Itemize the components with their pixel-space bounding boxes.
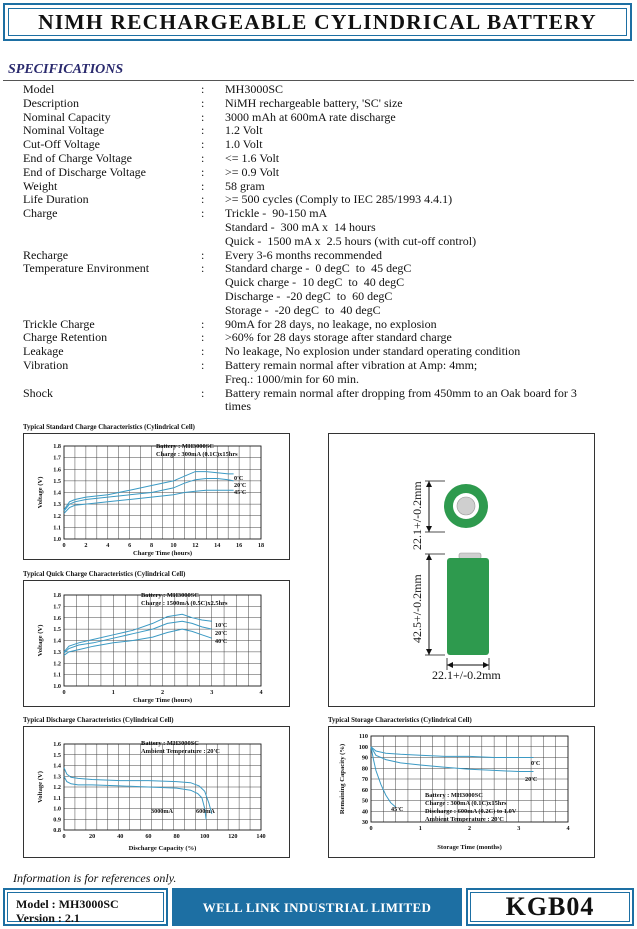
spec-value: 1.0 Volt (225, 137, 263, 152)
y-tick-label: 1.1 (53, 524, 61, 532)
series-label: 45'C (391, 806, 404, 813)
spec-label: Weight (23, 178, 58, 193)
y-tick-label: 30 (361, 819, 368, 826)
chart-storage (328, 726, 595, 858)
y-tick-label: 1.0 (53, 683, 61, 690)
chart-quick-charge-svg (24, 581, 289, 706)
spec-label: Nominal Capacity (23, 109, 111, 124)
y-tick-label: 1.2 (53, 660, 61, 668)
chart-annotation: Charge : 1500mA (0.5C)x2.5hrs (141, 600, 228, 607)
dim-arrow-icon (426, 481, 432, 487)
y-tick-label: 1.3 (53, 501, 61, 509)
spec-value: Battery remain normal after dropping from 450mm to an Oak board for 3 times (225, 385, 577, 414)
y-tick-label: 60 (361, 786, 368, 794)
y-tick-label: 50 (361, 797, 368, 805)
spec-value: Every 3-6 months recommended (225, 247, 382, 262)
specifications-heading: SPECIFICATIONS (8, 62, 124, 77)
spec-label: Trickle Charge (23, 316, 95, 331)
footer-company: WELL LINK INDUSTRIAL LIMITED (202, 900, 432, 915)
chart-annotation: Charge : 300mA (0.1C)x15hrs (156, 451, 238, 458)
spec-value: Standard charge - 0 degC to 45 degC Quick charge - 10 degC to 40 degC Discharge - -20 degC to 60 degC Storage - -20 degC to 40 degC (225, 261, 412, 317)
specifications-divider (3, 80, 634, 81)
footer-company-box (172, 888, 462, 926)
spec-colon: : (201, 344, 205, 359)
y-tick-label: 1.6 (53, 741, 61, 748)
spec-value: <= 1.6 Volt (225, 151, 280, 165)
spec-label: Leakage (23, 344, 64, 359)
x-tick-label: 140 (256, 833, 266, 840)
x-tick-label: 3 (517, 825, 521, 832)
y-axis-label: Remaining Capacity (%) (339, 743, 346, 815)
x-tick-label: 3 (210, 689, 214, 696)
x-tick-label: 12 (192, 542, 199, 549)
chart-annotation: Ambient Temperature : 20'C (141, 748, 220, 755)
spec-label: Model (23, 82, 55, 96)
dim-side-diameter (410, 481, 445, 550)
spec-label: Charge Retention (23, 330, 108, 345)
dimension-drawing-svg (329, 434, 594, 706)
spec-colon: : (201, 330, 205, 345)
x-tick-label: 40 (117, 833, 124, 840)
dim-side-diameter-label: 22.1+/-0.2mm (410, 481, 424, 550)
series-label: 0'C (531, 760, 541, 767)
dim-height-label: 42.5+/-0.2mm (410, 574, 424, 643)
y-tick-label: 80 (361, 765, 368, 773)
footer (3, 888, 634, 926)
footer-code: KGB04 (505, 892, 595, 921)
y-tick-label: 1.5 (53, 477, 61, 485)
x-axis-label: Discharge Capacity (%) (128, 845, 197, 852)
dim-arrow-icon (426, 554, 432, 560)
series-label: 0'C (234, 475, 244, 482)
spec-value: 3000 mAh at 600mA rate discharge (225, 109, 396, 124)
dim-arrow-icon (426, 649, 432, 655)
x-axis-label: Charge Time (hours) (132, 697, 193, 704)
y-tick-label: 1.2 (53, 512, 61, 520)
x-tick-label: 0 (62, 689, 66, 696)
spec-colon: : (201, 151, 205, 165)
spec-value: Trickle - 90-150 mA Standard - 300 mA x 14 hours Quick - 1500 mA x 2.5 hours (with cut-off control) (225, 206, 477, 248)
y-tick-label: 40 (361, 808, 368, 816)
y-tick-label: 0.8 (53, 827, 61, 834)
series-label: 20'C (525, 776, 538, 783)
footer-code-inner (470, 892, 630, 922)
x-tick-label: 0 (62, 833, 66, 840)
title-banner-inner (8, 8, 627, 36)
chart-discharge-svg (24, 727, 289, 857)
chart-standard-charge-svg (24, 434, 289, 559)
y-tick-label: 1.2 (53, 784, 61, 791)
x-tick-label: 4 (566, 825, 570, 832)
spec-label: End of Charge Voltage (23, 151, 132, 165)
spec-label: Vibration (23, 358, 69, 372)
y-tick-label: 1.5 (53, 626, 61, 634)
spec-label: Life Duration (23, 192, 89, 207)
spec-colon: : (201, 82, 205, 96)
y-tick-label: 0.9 (53, 816, 61, 824)
y-tick-label: 100 (358, 743, 368, 751)
y-tick-label: 1.6 (53, 614, 61, 622)
x-tick-label: 1 (418, 825, 422, 832)
dim-bottom-diameter-label: 22.1+/-0.2mm (432, 668, 501, 682)
spec-colon: : (201, 261, 205, 276)
dim-bottom-diameter (432, 658, 501, 682)
dimension-drawing (328, 433, 595, 707)
spec-colon: : (201, 206, 205, 221)
spec-value: 58 gram (225, 178, 265, 193)
x-tick-label: 4 (259, 689, 263, 696)
series-label: 3000mA (151, 808, 173, 815)
x-tick-label: 0 (62, 542, 66, 549)
spec-label: Recharge (23, 247, 69, 262)
footer-model-inner (7, 892, 164, 925)
dim-height (410, 554, 445, 655)
spec-value: 1.2 Volt (225, 123, 263, 138)
y-tick-label: 1.5 (53, 751, 61, 759)
series-label: 20'C (215, 630, 228, 637)
spec-colon: : (201, 123, 205, 138)
spec-value: >= 500 cycles (Comply to IEC 285/1993 4.4.1) (225, 192, 453, 207)
series-line (64, 479, 234, 512)
spec-colon: : (201, 178, 205, 193)
footer-code-box (466, 888, 634, 926)
spec-label: Charge (23, 206, 58, 221)
footer-version: Version : 2.1 (16, 911, 80, 925)
chart-title-quick-charge: Typical Quick Charge Characteristics (Cylindrical Cell) (23, 571, 186, 578)
spec-value: 90mA for 28 days, no leakage, no explosion (225, 316, 437, 331)
spec-value: MH3000SC (225, 82, 284, 96)
spec-value: >= 0.9 Volt (225, 164, 280, 179)
chart-discharge (23, 726, 290, 858)
spec-colon: : (201, 95, 205, 110)
y-tick-label: 1.7 (53, 454, 61, 462)
x-tick-label: 6 (128, 542, 132, 549)
y-tick-label: 1.3 (53, 648, 61, 656)
x-tick-label: 20 (89, 833, 96, 840)
y-tick-label: 1.0 (53, 805, 61, 813)
footer-model: Model : MH3000SC (16, 897, 119, 911)
spec-colon: : (201, 316, 205, 331)
spec-colon: : (201, 192, 205, 207)
y-tick-label: 1.4 (53, 489, 61, 497)
title-banner (3, 3, 632, 41)
x-tick-label: 0 (369, 825, 373, 832)
chart-title-discharge: Typical Discharge Characteristics (Cylindrical Cell) (23, 717, 174, 724)
x-tick-label: 18 (257, 542, 265, 549)
spec-colon: : (201, 247, 205, 262)
series-line (64, 768, 212, 814)
chart-annotation: Battery : MH3000SC (141, 740, 199, 747)
chart-annotation: Ambient Temperature : 20'C (425, 816, 504, 823)
spec-colon: : (201, 358, 205, 372)
spec-label: Temperature Environment (23, 261, 150, 276)
series-label: 20'C (234, 482, 247, 489)
x-tick-label: 14 (214, 542, 221, 549)
x-axis-label: Storage Time (months) (437, 844, 502, 851)
chart-quick-charge (23, 580, 290, 707)
x-tick-label: 10 (170, 542, 177, 549)
document-title: NIMH RECHARGEABLE CYLINDRICAL BATTERY (38, 9, 597, 34)
spec-value: >60% for 28 days storage after standard charge (225, 330, 452, 345)
chart-standard-charge (23, 433, 290, 560)
x-tick-label: 2 (160, 689, 165, 696)
y-tick-label: 1.6 (53, 466, 61, 474)
chart-title-standard-charge: Typical Standard Charge Characteristics (Cylindrical Cell) (23, 424, 195, 431)
x-tick-label: 1 (111, 689, 115, 696)
spec-colon: : (201, 137, 205, 152)
spec-value: NiMH rechargeable battery, 'SC' size (225, 95, 403, 110)
y-tick-label: 1.8 (53, 592, 61, 599)
chart-storage-svg (329, 727, 594, 857)
spec-label: Nominal Voltage (23, 123, 105, 138)
chart-annotation: Battery : MH3000SC (425, 792, 483, 799)
chart-annotation: Charge : 300mA (0.1C)x15hrs (425, 800, 507, 807)
battery-top-view (444, 484, 488, 528)
chart-annotation: Battery : MH3000SC (156, 443, 214, 450)
x-tick-label: 16 (236, 542, 243, 549)
y-tick-label: 90 (361, 754, 368, 762)
y-tick-label: 1.7 (53, 603, 61, 611)
battery-positive-terminal (457, 497, 475, 515)
x-tick-label: 2 (467, 825, 472, 832)
chart-annotation: Discharge : 600mA (0.2C) to 1.0V (425, 808, 517, 815)
spec-colon: : (201, 164, 205, 179)
series-label: 600mA (196, 808, 215, 815)
spec-value: Battery remain normal after vibration at Amp: 4mm; Freq.: 1000/min for 60 min. (225, 358, 478, 386)
chart-title-storage: Typical Storage Characteristics (Cylindrical Cell) (328, 717, 472, 724)
y-tick-label: 1.4 (53, 637, 61, 645)
y-tick-label: 1.1 (53, 794, 61, 802)
battery-side-body (447, 558, 489, 655)
chart-annotation: Battery : MH3000SC (141, 592, 199, 599)
footer-note: Information is for references only. (13, 871, 177, 885)
y-tick-label: 1.3 (53, 773, 61, 781)
y-tick-label: 70 (361, 776, 368, 783)
x-tick-label: 80 (173, 833, 180, 840)
x-tick-label: 120 (228, 833, 238, 840)
y-axis-label: Voltage (V) (37, 624, 44, 657)
x-axis-label: Charge Time (hours) (132, 550, 193, 557)
y-tick-label: 1.4 (53, 762, 61, 770)
spec-label: Shock (23, 385, 53, 400)
x-tick-label: 100 (200, 833, 210, 840)
y-tick-label: 1.8 (53, 443, 61, 450)
series-label: 40'C (215, 638, 228, 645)
x-tick-label: 2 (84, 542, 88, 549)
series-label: 10'C (215, 622, 228, 629)
spec-label: Cut-Off Voltage (23, 137, 100, 152)
x-tick-label: 60 (145, 833, 152, 840)
spec-colon: : (201, 385, 205, 400)
y-tick-label: 1.1 (53, 671, 61, 679)
spec-label: Description (23, 95, 79, 110)
battery-side-view (447, 553, 489, 655)
y-tick-label: 1.0 (53, 536, 61, 543)
y-axis-label: Voltage (V) (37, 476, 44, 509)
x-tick-label: 4 (106, 542, 110, 549)
spec-colon: : (201, 109, 205, 124)
series-label: 45'C (234, 489, 247, 496)
series-line (64, 490, 234, 513)
y-axis-label: Voltage (V) (37, 771, 44, 803)
footer-model-box (3, 888, 168, 926)
dim-arrow-icon (426, 526, 432, 532)
x-tick-label: 8 (150, 542, 154, 549)
y-tick-label: 110 (359, 733, 368, 740)
spec-value: No leakage, No explosion under standard operating condition (225, 344, 521, 359)
spec-label: End of Discharge Voltage (23, 164, 146, 179)
